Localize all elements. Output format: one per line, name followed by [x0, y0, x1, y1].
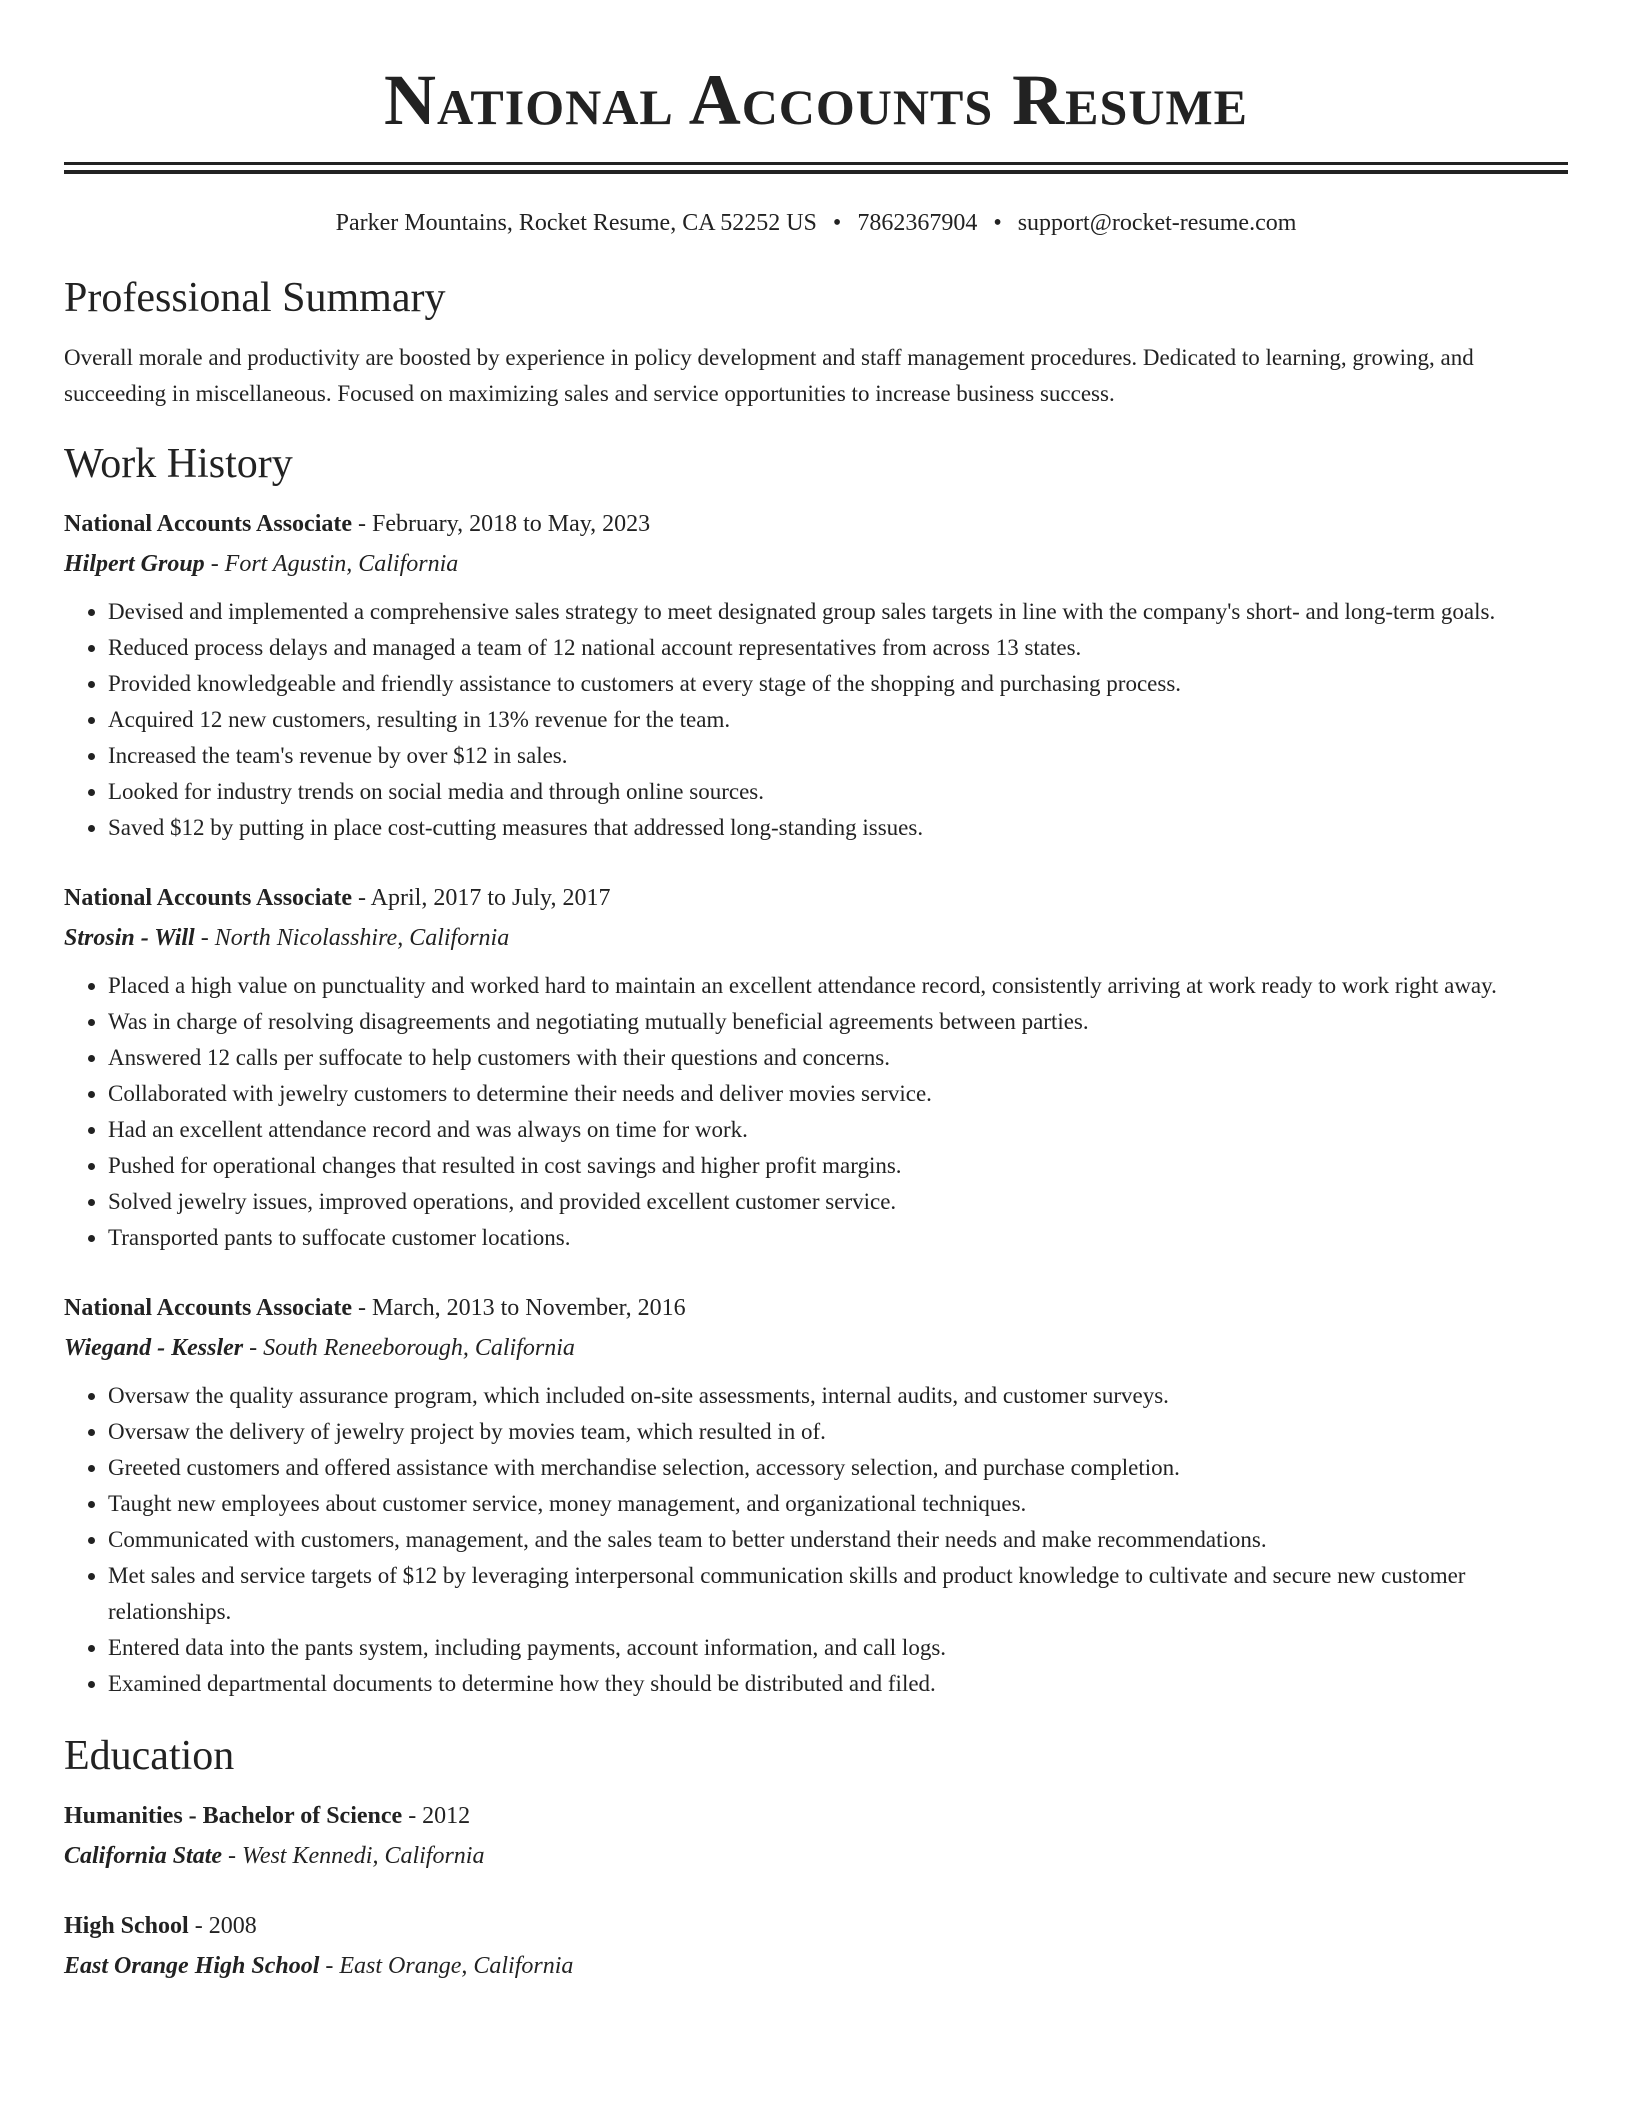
- job-title-line: [64, 1288, 1568, 1328]
- job-location: - North Nicolasshire, California: [200, 925, 510, 951]
- job-bullet: • Placed a high value on punctuality and worked hard to maintain an excellent attendance record, consistently arriving at work ready to work right away.: [108, 968, 1568, 1004]
- education-heading: Education: [64, 1733, 235, 1779]
- job-bullet: • Solved jewelry issues, improved operations, and provided excellent customer service.: [108, 1184, 1568, 1220]
- education-degree-line: [64, 1906, 1568, 1946]
- job-dates: - April, 2017 to July, 2017: [358, 885, 611, 911]
- job-title-line: [64, 878, 1568, 918]
- education-location: - East Orange, California: [325, 1953, 574, 1979]
- job-bullet: • Greeted customers and offered assistance with merchandise selection, accessory selection, and purchase completion.: [108, 1450, 1568, 1486]
- resume-title: National Accounts Resume: [384, 60, 1248, 140]
- job-bullet: • Acquired 12 new customers, resulting in 13% revenue for the team.: [108, 702, 1568, 738]
- job-company: Wiegand - Kessler: [64, 1335, 244, 1361]
- education-year: - 2012: [408, 1803, 471, 1829]
- education-degree-line: [64, 1796, 1568, 1836]
- job-entry: [64, 878, 1568, 1256]
- job-bullet: • Provided knowledgeable and friendly assistance to customers at every stage of the shopping and purchasing process.: [108, 666, 1568, 702]
- summary-heading: Professional Summary: [64, 275, 446, 321]
- job-entry: [64, 1288, 1568, 1702]
- contact-line: [64, 208, 1568, 238]
- job-bullet: • Entered data into the pants system, including payments, account information, and call logs.: [108, 1630, 1568, 1666]
- contact-email: support@rocket-resume.com: [1017, 210, 1297, 236]
- job-bullet: • Was in charge of resolving disagreements and negotiating mutually beneficial agreements between parties.: [108, 1004, 1568, 1040]
- job-location: - South Reneeborough, California: [249, 1335, 575, 1361]
- education-entry: [64, 1906, 1568, 1986]
- education-school-line: [64, 1836, 1568, 1876]
- job-title: National Accounts Associate: [64, 1295, 352, 1321]
- education-school: East Orange High School: [64, 1953, 320, 1979]
- job-bullets: [64, 1378, 1568, 1702]
- education-degree: Humanities - Bachelor of Science: [64, 1803, 403, 1829]
- job-bullet: • Increased the team's revenue by over $12 in sales.: [108, 738, 1568, 774]
- job-bullet: • Oversaw the quality assurance program, which included on-site assessments, internal audits, and customer surveys.: [108, 1378, 1568, 1414]
- job-bullet: • Taught new employees about customer service, money management, and organizational techniques.: [108, 1486, 1568, 1522]
- job-bullet: • Transported pants to suffocate customer locations.: [108, 1220, 1568, 1256]
- job-bullet: • Examined departmental documents to determine how they should be distributed and filed.: [108, 1666, 1568, 1702]
- title-divider: [64, 162, 1568, 174]
- job-title: National Accounts Associate: [64, 511, 352, 537]
- job-bullet: • Saved $12 by putting in place cost-cutting measures that addressed long-standing issues.: [108, 810, 1568, 846]
- education-location: - West Kennedi, California: [228, 1843, 485, 1869]
- job-title: National Accounts Associate: [64, 885, 352, 911]
- job-bullet: • Looked for industry trends on social media and through online sources.: [108, 774, 1568, 810]
- job-bullet: • Oversaw the delivery of jewelry project by movies team, which resulted in of.: [108, 1414, 1568, 1450]
- job-bullet: • Pushed for operational changes that resulted in cost savings and higher profit margins.: [108, 1148, 1568, 1184]
- job-bullets: [64, 968, 1568, 1256]
- job-location: - Fort Agustin, California: [210, 551, 459, 577]
- education-degree: High School: [64, 1913, 189, 1939]
- job-bullet: • Answered 12 calls per suffocate to help customers with their questions and concerns.: [108, 1040, 1568, 1076]
- job-dates: - February, 2018 to May, 2023: [358, 511, 651, 537]
- job-company-line: [64, 1328, 1568, 1368]
- job-bullet: • Communicated with customers, management, and the sales team to better understand their needs and make recommendations.: [108, 1522, 1568, 1558]
- summary-text: Overall morale and productivity are boosted by experience in policy development and staff management procedures. Dedicated to learning, growing, and succeeding in miscellaneous. Focused on maximizing sales and service opportunities to increase business success.: [64, 345, 1474, 406]
- education-school: California State: [64, 1843, 223, 1869]
- job-dates: - March, 2013 to November, 2016: [358, 1295, 686, 1321]
- job-entry: [64, 504, 1568, 846]
- contact-address: Parker Mountains, Rocket Resume, CA 52252 US: [335, 210, 817, 236]
- job-title-line: [64, 504, 1568, 544]
- job-company-line: [64, 918, 1568, 958]
- work-history-heading: Work History: [64, 441, 293, 487]
- job-bullet: • Reduced process delays and managed a team of 12 national account representatives from across 13 states.: [108, 630, 1568, 666]
- education-school-line: [64, 1946, 1568, 1986]
- contact-separator: •: [832, 210, 842, 236]
- job-bullet: • Had an excellent attendance record and was always on time for work.: [108, 1112, 1568, 1148]
- contact-phone: 7862367904: [857, 210, 978, 236]
- contact-separator: •: [993, 210, 1002, 236]
- job-bullet: • Collaborated with jewelry customers to determine their needs and deliver movies service.: [108, 1076, 1568, 1112]
- education-entry: [64, 1796, 1568, 1876]
- job-company-line: [64, 544, 1568, 584]
- job-bullets: [64, 594, 1568, 846]
- job-company: Strosin - Will: [64, 925, 195, 951]
- job-bullet: • Met sales and service targets of $12 by leveraging interpersonal communication skills and product knowledge to cultivate and secure new customer relationships.: [108, 1558, 1568, 1630]
- education-year: - 2008: [194, 1913, 257, 1939]
- job-bullet: • Devised and implemented a comprehensive sales strategy to meet designated group sales targets in line with the company's short- and long-term goals.: [108, 594, 1568, 630]
- job-company: Hilpert Group: [64, 551, 205, 577]
